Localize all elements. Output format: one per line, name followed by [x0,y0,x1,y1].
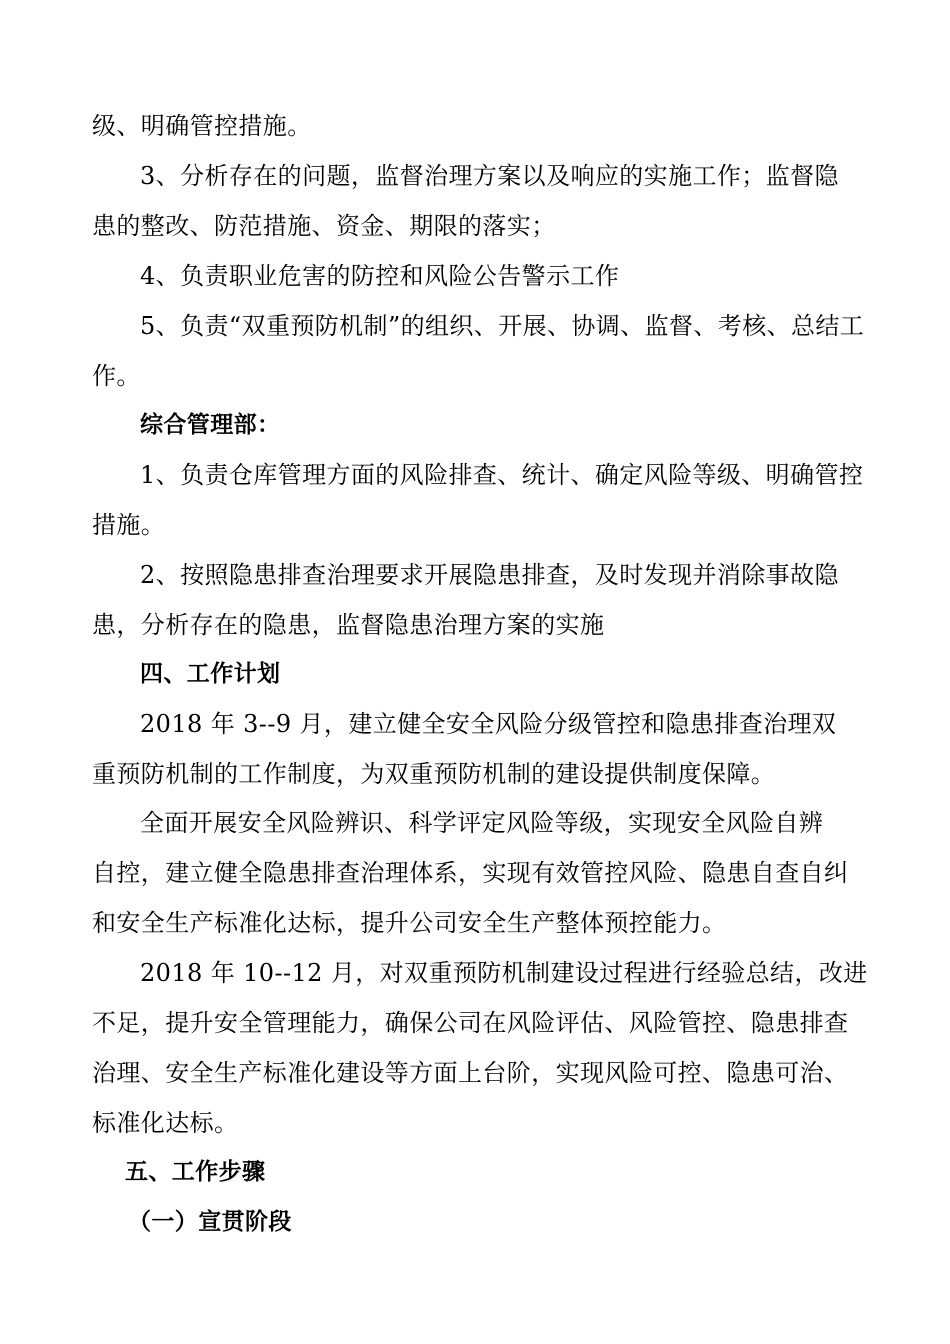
paragraph-line: 作。 [92,362,141,390]
paragraph-line: 2018 年 3--9 月，建立健全安全风险分级管控和隐患排查治理双 [140,710,837,738]
paragraph-line: 不足，提升安全管理能力，确保公司在风险评估、风险管控、隐患排查 [92,1009,849,1037]
paragraph-line: 4、负责职业危害的防控和风险公告警示工作 [140,262,620,290]
paragraph-line: 全面开展安全风险辨识、科学评定风险等级，实现安全风险自辨 [140,809,824,837]
paragraph-line: 措施。 [92,511,166,539]
paragraph-line: 2、按照隐患排查治理要求开展隐患排查，及时发现并消除事故隐 [140,561,839,589]
section-heading: 综合管理部： [140,412,281,438]
paragraph-line: 患的整改、防范措施、资金、期限的落实； [92,212,556,240]
subsection-heading: （一）宣贯阶段 [128,1209,292,1235]
paragraph-line: 自控，建立健全隐患排查治理体系，实现有效管控风险、隐患自查自纠 [92,859,849,887]
paragraph-line: 2018 年 10--12 月，对双重预防机制建设过程进行经验总结，改进 [140,959,868,987]
paragraph-line: 1、负责仓库管理方面的风险排查、统计、确定风险等级、明确管控 [140,461,864,489]
paragraph-line: 3、分析存在的问题，监督治理方案以及响应的实施工作；监督隐 [140,162,839,190]
paragraph-line: 级、明确管控措施。 [92,112,312,140]
section-heading: 五、工作步骤 [125,1159,266,1185]
paragraph-line: 患，分析存在的隐患，监督隐患治理方案的实施 [92,611,605,639]
paragraph-line: 和安全生产标准化达标，提升公司安全生产整体预控能力。 [92,909,727,937]
paragraph-line: 重预防机制的工作制度，为双重预防机制的建设提供制度保障。 [92,760,776,788]
paragraph-line: 治理、安全生产标准化建设等方面上台阶，实现风险可控、隐患可治、 [92,1059,849,1087]
paragraph-line: 5、负责“双重预防机制”的组织、开展、协调、监督、考核、总结工 [140,312,865,340]
paragraph-line: 标准化达标。 [92,1109,239,1137]
section-heading: 四、工作计划 [140,661,281,687]
